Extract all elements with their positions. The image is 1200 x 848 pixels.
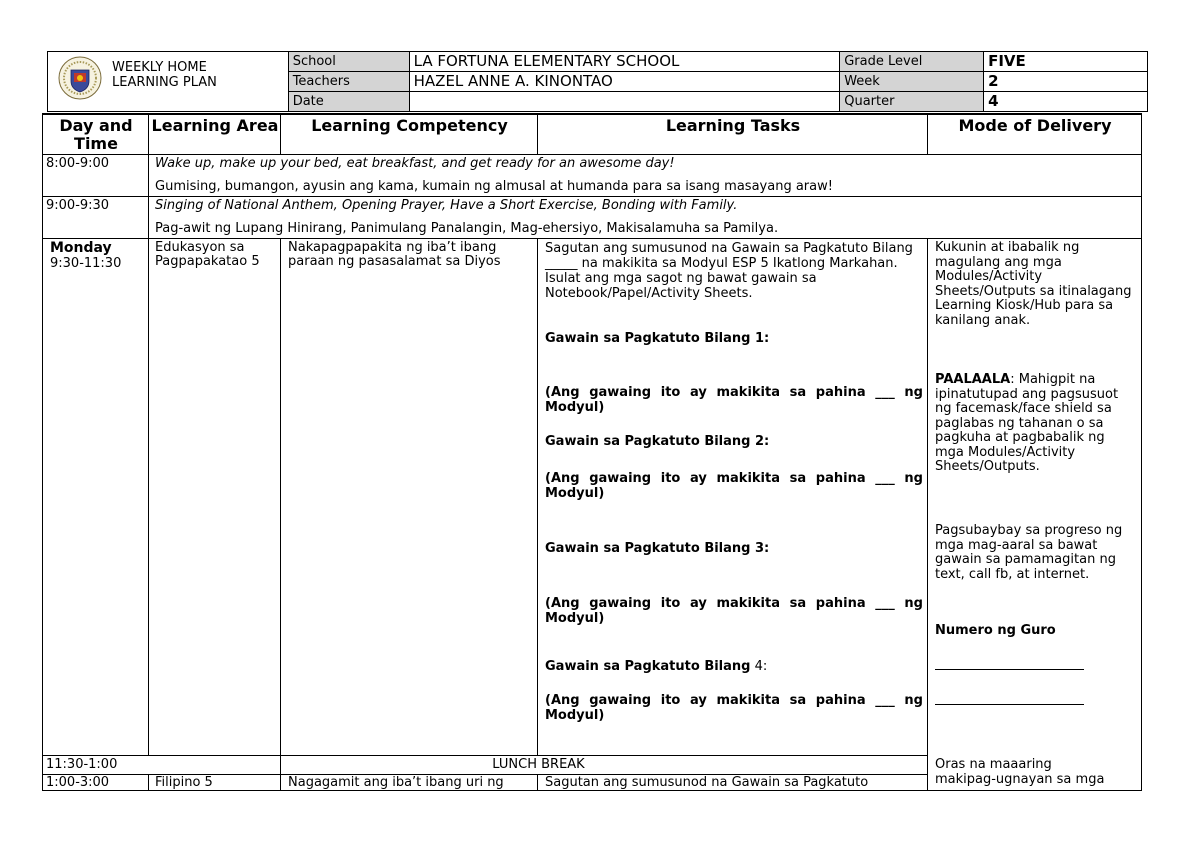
filipino-learning-area: Filipino 5 xyxy=(155,775,213,790)
grade-level-label: Grade Level xyxy=(840,52,984,72)
filipino-time: 1:00-3:00 xyxy=(46,775,110,790)
lunch-time: 11:30-1:00 xyxy=(46,757,118,772)
row2-time: 9:00-9:30 xyxy=(46,198,110,213)
gawain-2-title: Gawain sa Pagkatuto Bilang 2: xyxy=(545,434,770,449)
filipino-task: Sagutan ang sumusunod na Gawain sa Pagkatuto xyxy=(545,775,869,790)
date-value xyxy=(409,92,840,112)
monday-task-intro: Sagutan ang sumusunod na Gawain sa Pagkatuto Bilang _____ na makikita sa Modyul ESP 5 Ikatlong Markahan. Isulat ang mga sagot ng bawat gawain sa Notebook/Papel/Activity Sheets. xyxy=(545,241,913,301)
gawain-1-title: Gawain sa Pagkatuto Bilang 1: xyxy=(545,331,770,346)
teachers-value: HAZEL ANNE A. KINONTAO xyxy=(409,72,840,92)
teachers-label: Teachers xyxy=(288,72,409,92)
week-label: Week xyxy=(840,72,984,92)
col-header-learning-area: Learning Area xyxy=(151,116,279,135)
plan-title xyxy=(112,60,217,90)
quarter-value: 4 xyxy=(984,92,1148,112)
row1-filipino: Gumising, bumangon, ayusin ang kama, kumain ng almusal at humanda para sa isang masayang araw! xyxy=(155,179,833,194)
row2-filipino: Pag-awit ng Lupang Hinirang, Panimulang Panalangin, Mag-ehersiyo, Makisalamuha sa Pamilya. xyxy=(155,221,779,236)
mode-blank-line-2 xyxy=(935,704,1084,705)
gawain-4-title xyxy=(545,659,767,674)
mode-numero-guro: Numero ng Guro xyxy=(935,623,1056,638)
mode-oras: Oras na maaaring makipag-ugnayan sa mga xyxy=(935,757,1105,787)
gawain-4-title-text: Gawain sa Pagkatuto Bilang xyxy=(545,659,751,674)
gawain-3-note: (Ang gawaing ito ay makikita sa pahina ___ ng Modyul) xyxy=(545,596,923,626)
gawain-2-note: (Ang gawaing ito ay makikita sa pahina ___ ng Modyul) xyxy=(545,471,923,501)
quarter-label: Quarter xyxy=(840,92,984,112)
mode-pagsubaybay: Pagsubaybay sa progreso ng mga mag-aaral sa bawat gawain sa pamamagitan ng text, call fb, at internet. xyxy=(935,523,1123,582)
mode-paalala-text: : Mahigpit na ipinatutupad ang pagsusuot ng facemask/face shield sa paglabas ng tahanan o sa pagkuha at pagbabalik ng mga Modules/Activity Sheets/Outputs. xyxy=(935,372,1119,474)
school-value: LA FORTUNA ELEMENTARY SCHOOL xyxy=(409,52,840,72)
grade-level-value: FIVE xyxy=(984,52,1148,72)
col-header-day-time: Day and Time xyxy=(59,116,133,153)
row1-time: 8:00-9:00 xyxy=(46,156,110,171)
row1-english: Wake up, make up your bed, eat breakfast, and get ready for an awesome day! xyxy=(155,156,675,171)
col-header-competency: Learning Competency xyxy=(311,116,508,135)
gawain-3-title: Gawain sa Pagkatuto Bilang 3: xyxy=(545,541,770,556)
school-label: School xyxy=(288,52,409,72)
monday-time: 9:30-11:30 xyxy=(50,256,122,271)
monday-day: Monday xyxy=(50,240,112,256)
gawain-4-note: (Ang gawaing ito ay makikita sa pahina ___ ng Modyul) xyxy=(545,693,923,723)
header-logo-cell xyxy=(48,52,289,112)
deped-seal-icon xyxy=(58,56,102,100)
plan-title-line1: WEEKLY HOME xyxy=(112,60,207,75)
mode-paalala xyxy=(935,373,1135,475)
plan-title-line2: LEARNING PLAN xyxy=(112,75,217,90)
row2-english: Singing of National Anthem, Opening Prayer, Have a Short Exercise, Bonding with Family. xyxy=(155,198,738,213)
header-table xyxy=(47,51,1148,112)
mode-paalala-label: PAALAALA xyxy=(935,372,1011,387)
monday-learning-area: Edukasyon sa Pagpapakatao 5 xyxy=(155,240,260,269)
mode-blank-line-1 xyxy=(935,669,1084,670)
filipino-competency: Nagagamit ang iba’t ibang uri ng xyxy=(288,775,504,790)
date-label: Date xyxy=(288,92,409,112)
week-value: 2 xyxy=(984,72,1148,92)
col-header-mode: Mode of Delivery xyxy=(958,116,1112,135)
lunch-break-label: LUNCH BREAK xyxy=(492,757,585,772)
gawain-4-number: 4: xyxy=(754,659,768,674)
mode-kukunin: Kukunin at ibabalik ng magulang ang mga Modules/Activity Sheets/Outputs sa itinalagang Learning Kiosk/Hub para sa kanilang anak. xyxy=(935,240,1132,328)
gawain-1-note: (Ang gawaing ito ay makikita sa pahina ___ ng Modyul) xyxy=(545,385,923,415)
monday-competency: Nakapagpapakita ng iba’t ibang paraan ng pasasalamat sa Diyos xyxy=(288,240,501,269)
col-header-tasks: Learning Tasks xyxy=(665,116,801,135)
